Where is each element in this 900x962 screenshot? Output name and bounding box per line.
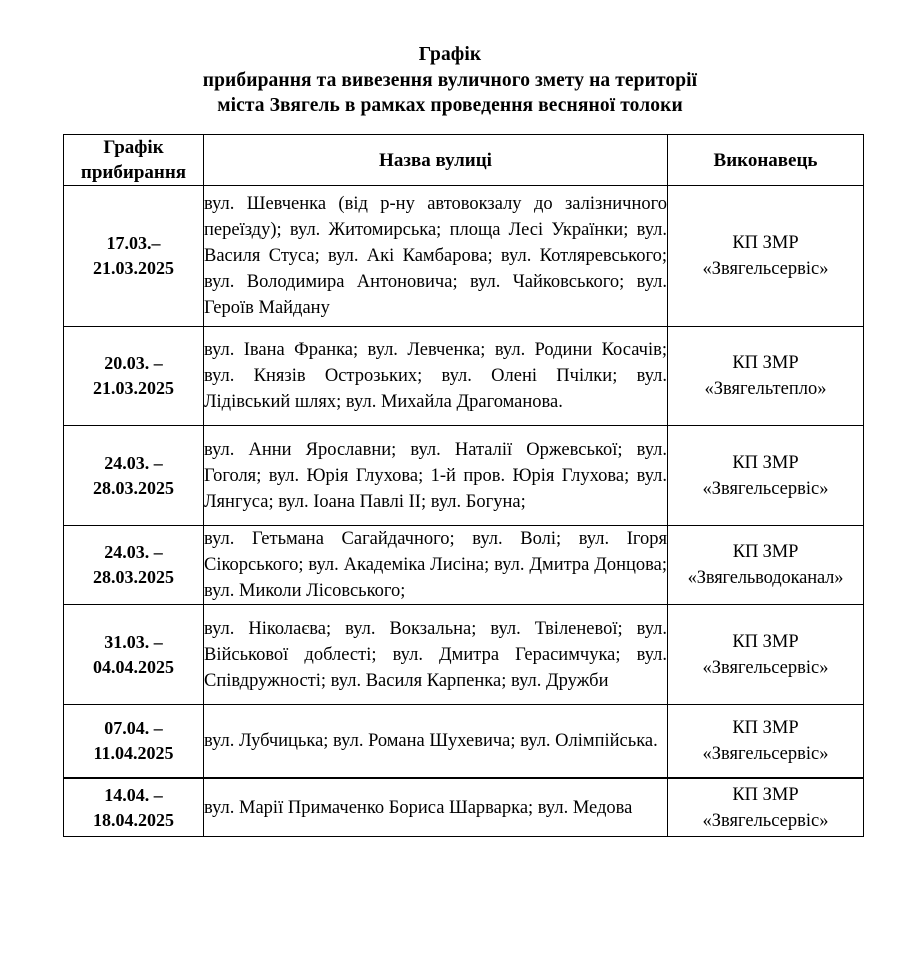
column-header-cleaning-schedule-line1: Графік	[103, 137, 164, 158]
executor-line-1: КП ЗМР	[732, 631, 799, 652]
executor-line-2: «Звягельводоканал»	[687, 568, 844, 588]
table-body	[64, 186, 864, 837]
executor-line-2: «Звягельсервіс»	[702, 810, 829, 831]
table-row	[64, 605, 864, 705]
street-list: вул. Лубчицька; вул. Романа Шухевича; вул. Олімпійська.	[204, 731, 658, 751]
date-line-end: 28.03.2025	[93, 567, 174, 587]
executor-line-1: КП ЗМР	[732, 784, 799, 805]
cell-streets	[204, 605, 668, 705]
table-row	[64, 526, 864, 605]
street-list: вул. Шевченка (від р-ну автовокзалу до залізничного переїзду); вул. Житомирська; площа Лесі Українки; вул. Василя Стуса; вул. Акі Камбарова; вул. Котляревського; вул. Володимира Антоновича; вул. Чайковського; вул. Героїв Майдану	[204, 194, 667, 318]
executor-line-2: «Звягельсервіс»	[702, 478, 829, 499]
street-list: вул. Ніколаєва; вул. Вокзальна; вул. Твіленевої; вул. Військової доблесті; вул. Дмитра Герасимчука; вул. Співдружності; вул. Василя Карпенка; вул. Дружби	[204, 618, 667, 691]
column-header-executor: Виконавець	[668, 135, 864, 186]
date-line-end: 11.04.2025	[93, 743, 174, 763]
executor-line-1: КП ЗМР	[732, 233, 799, 253]
cell-streets	[204, 327, 668, 426]
cell-executor	[668, 327, 864, 426]
date-line-end: 04.04.2025	[93, 656, 174, 677]
cell-date	[64, 327, 204, 426]
table-header	[64, 135, 864, 186]
date-line-end: 21.03.2025	[93, 258, 174, 278]
date-line-start: 20.03. –	[104, 353, 163, 373]
table-row	[64, 426, 864, 526]
executor-line-2: «Звягельсервіс»	[702, 657, 829, 678]
executor-line-1: КП ЗМР	[732, 452, 799, 473]
cell-executor	[668, 705, 864, 779]
title-line-3: міста Звягель в рамках проведення весняної толоки	[217, 95, 683, 116]
executor-line-2: «Звягельсервіс»	[702, 259, 829, 279]
column-header-cleaning-schedule-line2: прибирання	[80, 162, 187, 183]
column-header-street-name: Назва вулиці	[204, 135, 668, 186]
cell-streets	[204, 526, 668, 605]
cell-executor	[668, 778, 864, 837]
schedule-table-container	[63, 134, 863, 837]
cell-date	[64, 605, 204, 705]
date-line-start: 24.03. –	[104, 452, 163, 473]
street-list: вул. Івана Франка; вул. Левченка; вул. Родини Косачів; вул. Князів Острозьких; вул. Олені Пчілки; вул. Лідівський шлях; вул. Михайла Драгоманова.	[204, 340, 667, 412]
cell-streets	[204, 426, 668, 526]
date-line-end: 28.03.2025	[93, 477, 174, 498]
table-row	[64, 186, 864, 327]
date-line-start: 14.04. –	[104, 784, 163, 805]
date-line-start: 17.03.–	[106, 233, 161, 253]
cell-executor	[668, 186, 864, 327]
street-list: вул. Гетьмана Сагайдачного; вул. Волі; вул. Ігоря Сікорського; вул. Академіка Лисіна; вул. Дмитра Донцова; вул. Миколи Лісовського;	[204, 529, 667, 601]
date-line-start: 31.03. –	[104, 631, 163, 652]
cell-streets	[204, 778, 668, 837]
cell-date	[64, 186, 204, 327]
table-row	[64, 327, 864, 426]
cell-executor	[668, 526, 864, 605]
date-line-start: 07.04. –	[104, 718, 163, 738]
title-line-1: Графік	[418, 44, 482, 65]
street-list: вул. Анни Ярославни; вул. Наталії Оржевської; вул. Гоголя; вул. Юрія Глухова; 1-й пров. Юрія Глухова; вул. Лянгуса; вул. Іоана Павлі II; вул. Богуна;	[204, 439, 667, 512]
street-list: вул. Марії Примаченко Бориса Шарварка; вул. Медова	[204, 797, 633, 818]
schedule-table	[63, 134, 864, 837]
table-row	[64, 778, 864, 837]
column-header-cleaning-schedule	[64, 135, 204, 186]
cell-streets	[204, 186, 668, 327]
cell-date	[64, 426, 204, 526]
date-line-end: 21.03.2025	[93, 378, 174, 398]
document-title	[0, 0, 900, 119]
table-row	[64, 705, 864, 779]
executor-line-1: КП ЗМР	[732, 353, 799, 373]
cell-executor	[668, 426, 864, 526]
title-line-2: прибирання та вивезення вуличного змету на території	[202, 69, 698, 91]
date-line-end: 18.04.2025	[93, 809, 174, 830]
table-header-row	[64, 135, 864, 186]
cell-date	[64, 705, 204, 779]
cell-date	[64, 778, 204, 837]
cell-streets	[204, 705, 668, 779]
date-line-start: 24.03. –	[104, 542, 163, 562]
executor-line-1: КП ЗМР	[732, 542, 799, 562]
executor-line-1: КП ЗМР	[732, 718, 799, 738]
executor-line-2: «Звягельтепло»	[704, 379, 827, 399]
executor-line-2: «Звягельсервіс»	[702, 744, 829, 764]
cell-executor	[668, 605, 864, 705]
cell-date	[64, 526, 204, 605]
